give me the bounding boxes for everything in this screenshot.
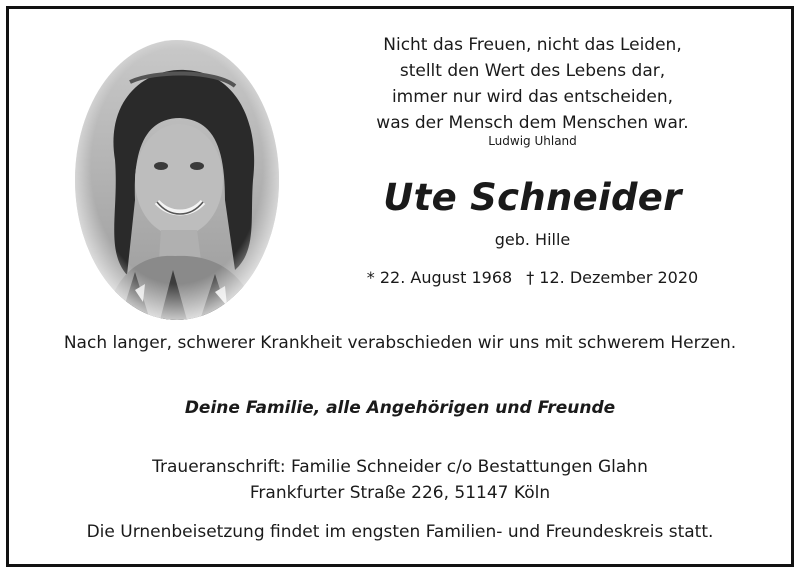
life-dates	[330, 268, 735, 287]
mourning-address-line: Traueranschrift: Familie Schneider c/o Bestattungen Glahn	[152, 457, 648, 477]
portrait-photo	[75, 40, 279, 320]
deceased-name: Ute Schneider	[383, 176, 682, 219]
poem-author: Ludwig Uhland	[488, 134, 577, 148]
poem-line: immer nur wird das entscheiden,	[391, 87, 674, 107]
urn-burial-note: Die Urnenbeisetzung findet im engsten Familien- und Freundeskreis statt.	[86, 522, 714, 542]
poem-line: Nicht das Freuen, nicht das Leiden,	[383, 35, 682, 55]
memorial-poem	[330, 32, 735, 136]
farewell-text: Nach langer, schwerer Krankheit verabschieden wir uns mit schwerem Herzen.	[63, 333, 737, 353]
birth-name: geb. Hille	[494, 230, 571, 249]
mourning-address-street: Frankfurter Straße 226, 51147 Köln	[249, 483, 551, 503]
poem-line: was der Mensch dem Menschen war.	[376, 113, 689, 133]
birth-date: * 22. August 1968	[366, 268, 513, 287]
death-date: † 12. Dezember 2020	[526, 268, 699, 287]
mourners-signature: Deine Familie, alle Angehörigen und Freunde	[184, 398, 616, 418]
poem-line: stellt den Wert des Lebens dar,	[399, 61, 666, 81]
